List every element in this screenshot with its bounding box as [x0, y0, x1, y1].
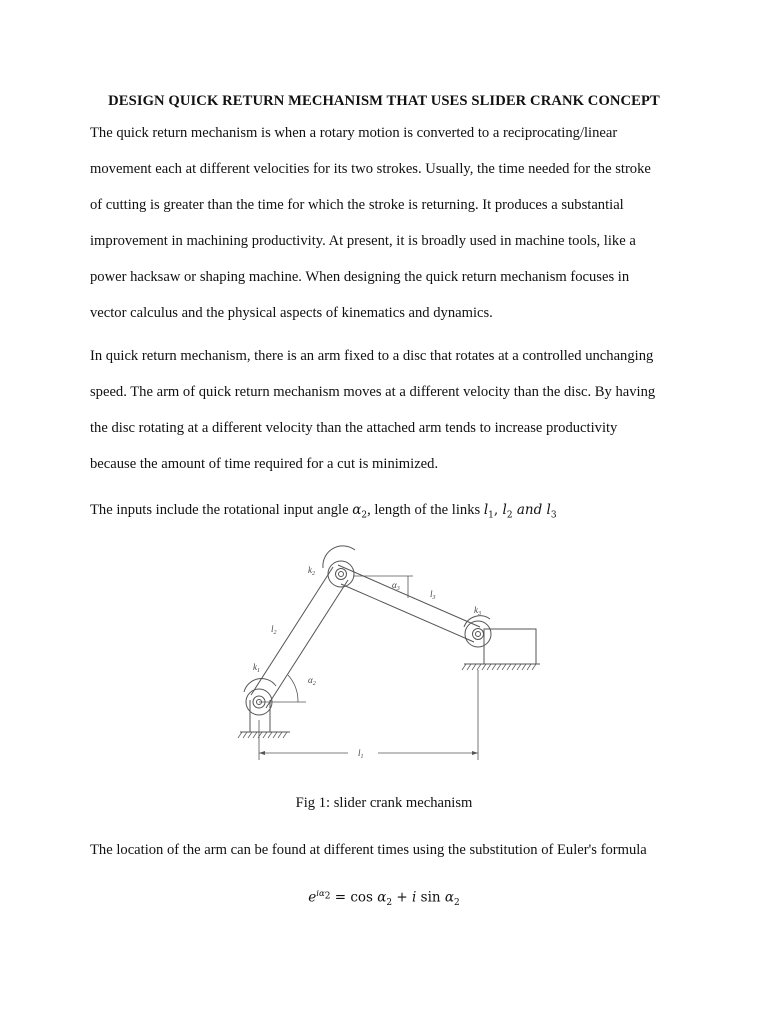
text-line: improvement in machining productivity. At present, it is broadly used in machine tools, like a	[90, 233, 636, 249]
text-line: the disc rotating at a different velocity than the attached arm tends to increase productivity	[90, 420, 618, 436]
text-line: The quick return mechanism is when a rotary motion is converted to a reciprocating/linear	[90, 125, 618, 141]
label-alpha3: $\alpha_3$	[392, 580, 400, 592]
figure-caption: Fig 1: slider crank mechanism	[295, 795, 473, 811]
link-symbols: $l_1$, $l_2$ and $l_3$	[483, 502, 557, 521]
text-line: power hacksaw or shaping machine. When designing the quick return mechanism focuses in	[90, 269, 630, 285]
inputs-mid-text: , length of the links	[367, 502, 484, 518]
label-l1: $l_1$	[358, 748, 364, 760]
angle-symbol: $\alpha_2$	[352, 502, 368, 521]
text-line: because the amount of time required for a cut is minimized.	[90, 456, 439, 472]
label-l3: $l_3$	[430, 589, 436, 601]
label-l2: $l_2$	[271, 624, 277, 636]
text-line: vector calculus and the physical aspects of kinematics and dynamics.	[90, 305, 493, 321]
document-title: DESIGN QUICK RETURN MECHANISM THAT USES SLIDER CRANK CONCEPT	[108, 93, 660, 109]
paragraph-intro	[90, 115, 690, 331]
label-k3: $k_3$	[474, 605, 481, 617]
label-alpha2: $\alpha_2$	[308, 675, 316, 687]
text-line: of cutting is greater than the time for which the stroke is returning. It produces a substantial	[90, 197, 624, 213]
euler-formula: $e^{i\alpha_2} = \cos \alpha_2 + i$ $\sin \alpha_2$	[308, 889, 460, 909]
label-k1: $k_1$	[253, 662, 260, 674]
slider-crank-diagram	[228, 540, 548, 775]
paragraph-mechanism	[90, 338, 690, 482]
label-k2: $k_2$	[308, 565, 315, 577]
euler-intro-text: The location of the arm can be found at different times using the substitution of Euler's formula	[90, 842, 647, 858]
text-line: speed. The arm of quick return mechanism moves at a different velocity than the disc. By having	[90, 384, 656, 400]
inputs-sentence	[90, 500, 557, 526]
text-line: movement each at different velocities for its two strokes. Usually, the time needed for the stroke	[90, 161, 651, 177]
inputs-text: The inputs include the rotational input angle	[90, 502, 353, 518]
text-line: In quick return mechanism, there is an arm fixed to a disc that rotates at a controlled unchanging	[90, 348, 654, 364]
